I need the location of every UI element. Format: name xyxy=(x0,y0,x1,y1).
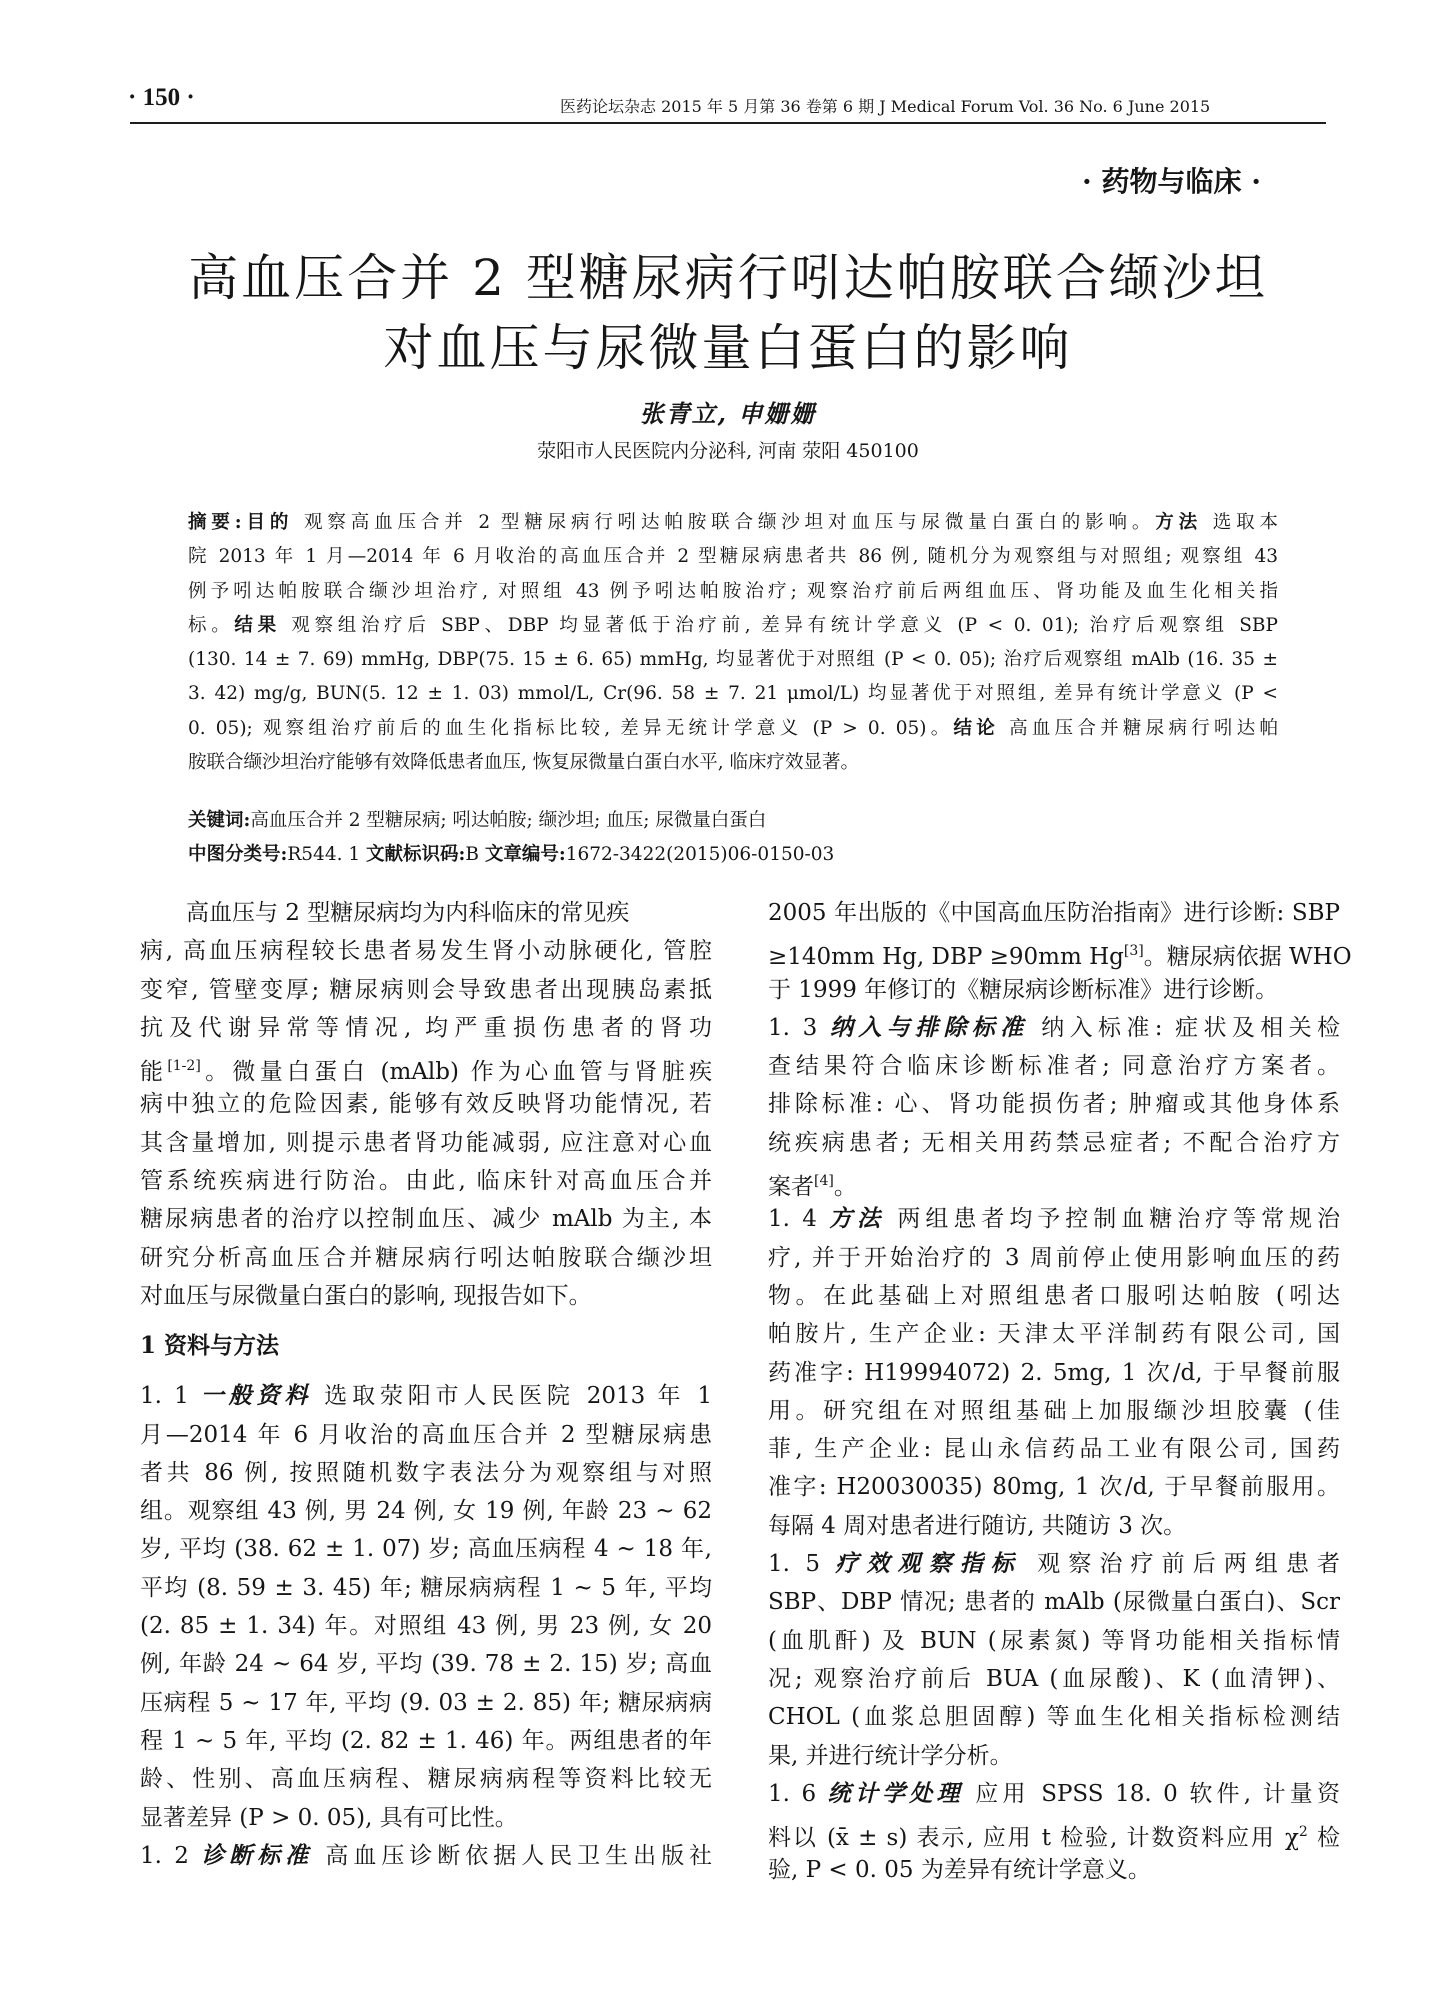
keywords-label: 关键词: xyxy=(188,810,251,831)
header-rule xyxy=(130,122,1326,124)
body-line: 用。研究组在对照组基础上加服缬沙坦胶囊 (佳 xyxy=(768,1397,1340,1424)
body-line: 平均 (8. 59 ± 3. 45) 年; 糖尿病病程 1 ~ 5 年, 平均 xyxy=(140,1574,712,1601)
body-line: 能[1-2]。微量白蛋白 (mAlb) 作为心血管与肾脏疾 xyxy=(140,1058,712,1086)
keywords xyxy=(188,806,766,832)
body-left-column xyxy=(140,894,712,1875)
body-line: 者共 86 例, 按照随机数字表法分为观察组与对照 xyxy=(140,1459,712,1486)
article-title-line-1: 高血压合并 2 型糖尿病行吲达帕胺联合缬沙坦 xyxy=(188,249,1268,307)
citation-ref: [3] xyxy=(1123,943,1144,960)
abstract-results-label: 结果 xyxy=(234,614,281,636)
abstract-conclusion-label: 结论 xyxy=(953,717,999,739)
abstract-line: 0. 05); 观察组治疗前后的血生化指标比较, 差异无统计学意义 (P > 0. 05)。结论 高血压合并糖尿病行吲达帕 xyxy=(188,717,1278,739)
body-line: 药准字: H19994072) 2. 5mg, 1 次/d, 于早餐前服 xyxy=(768,1359,1340,1386)
body-line: 帕胺片, 生产企业: 天津太平洋制药有限公司, 国 xyxy=(768,1321,1340,1348)
body-line: 对血压与尿微量白蛋白的影响, 现报告如下。 xyxy=(140,1282,592,1309)
abstract xyxy=(188,506,1278,780)
subsection-title: 统计学处理 xyxy=(827,1779,964,1807)
body-line: 物。在此基础上对照组患者口服吲达帕胺 (吲达 xyxy=(768,1282,1340,1309)
body-right-column xyxy=(768,894,1352,1890)
keywords-text: 高血压合并 2 型糖尿病; 吲达帕胺; 缬沙坦; 血压; 尿微量白蛋白 xyxy=(250,810,767,831)
section-heading: 1 资料与方法 xyxy=(140,1332,280,1360)
body-line: 料以 (x̄ ± s) 表示, 应用 t 检验, 计数资料应用 $\chi^2$ 检 xyxy=(768,1824,1341,1852)
abstract-line: 胺联合缬沙坦治疗能够有效降低患者血压, 恢复尿微量白蛋白水平, 临床疗效显著。 xyxy=(188,752,860,774)
body-line: 1. 1 一般资料 选取荥阳市人民医院 2013 年 1 xyxy=(140,1382,713,1410)
superscript: 2 xyxy=(1298,1824,1308,1841)
abstract-objective-label: 目的 xyxy=(241,512,294,533)
body-line: 于 1999 年修订的《糖尿病诊断标准》进行诊断。 xyxy=(768,976,1279,1003)
abstract-line: 例予吲达帕胺联合缬沙坦治疗, 对照组 43 例予吲达帕胺治疗; 观察治疗前后两组血压、肾功能及血生化相关指 xyxy=(188,580,1278,602)
affiliation: 荥阳市人民医院内分泌科, 河南 荥阳 450100 xyxy=(537,440,919,462)
body-line: SBP、DBP 情况; 患者的 mAlb (尿微量白蛋白)、Scr xyxy=(768,1589,1340,1616)
page-number: · 150 · xyxy=(128,84,195,111)
body-line: ≥140mm Hg, DBP ≥90mm Hg[3]。糖尿病依据 WHO xyxy=(768,943,1352,971)
body-line: (2. 85 ± 1. 34) 年。对照组 43 例, 男 23 例, 女 20 xyxy=(140,1613,712,1640)
body-line: 压病程 5 ~ 17 年, 平均 (9. 03 ± 2. 85) 年; 糖尿病病 xyxy=(140,1689,712,1716)
abstract-line: 标。结果 观察组治疗后 SBP、DBP 均显著低于治疗前, 差异有统计学意义 (P < 0. 01); 治疗后观察组 SBP xyxy=(188,614,1278,636)
body-line: 1. 3 纳入与排除标准 纳入标准: 症状及相关检 xyxy=(768,1013,1341,1041)
citation-ref: [1-2] xyxy=(167,1058,201,1075)
abstract-line: 摘要:目的 观察高血压合并 2 型糖尿病行吲达帕胺联合缬沙坦对血压与尿微量白蛋白的影响。方法 选取本 xyxy=(188,512,1278,533)
abstract-label: 摘要: xyxy=(188,512,242,533)
subsection-number: 1. 1 xyxy=(140,1383,189,1410)
body-line: 岁, 平均 (38. 62 ± 1. 07) 岁; 高血压病程 4 ~ 18 年, xyxy=(140,1536,712,1563)
authors: 张青立, 申姗姗 xyxy=(639,399,817,428)
body-line: 案者[4]。 xyxy=(768,1173,857,1201)
subsection-number: 1. 2 xyxy=(140,1842,189,1869)
body-line: 1. 5 疗效观察指标 观察治疗前后两组患者 xyxy=(768,1550,1341,1578)
body-line: 管系统疾病进行防治。由此, 临床针对高血压合并 xyxy=(140,1168,712,1195)
body-line: 龄、性别、高血压病程、糖尿病病程等资料比较无 xyxy=(140,1766,712,1793)
body-line: 疗, 并于开始治疗的 3 周前停止使用影响血压的药 xyxy=(768,1244,1340,1271)
subsection-number: 1. 4 xyxy=(768,1206,817,1233)
subsection-title: 纳入与排除标准 xyxy=(829,1013,1029,1041)
subsection-title: 疗效观察指标 xyxy=(835,1550,1022,1578)
body-line: 每隔 4 周对患者进行随访, 共随访 3 次。 xyxy=(768,1512,1187,1539)
body-line: 抗及代谢异常等情况, 均严重损伤患者的肾功 xyxy=(140,1014,712,1041)
body-line: 况; 观察治疗前后 BUA (血尿酸)、K (血清钾)、 xyxy=(768,1665,1340,1692)
abstract-line: (130. 14 ± 7. 69) mmHg, DBP(75. 15 ± 6. 65) mmHg, 均显著优于对照组 (P < 0. 05); 治疗后观察组 mAlb (16. 35 ± xyxy=(188,649,1278,671)
subsection-number: 1. 6 xyxy=(768,1780,817,1807)
body-line: 菲, 生产企业: 昆山永信药品工业有限公司, 国药 xyxy=(768,1436,1340,1463)
body-line: 其含量增加, 则提示患者肾功能减弱, 应注意对心血 xyxy=(140,1129,712,1156)
body-line: 变窄, 管壁变厚; 糖尿病则会导致患者出现胰岛素抵 xyxy=(140,976,712,1003)
body-line: 1. 2 诊断标准 高血压诊断依据人民卫生出版社 xyxy=(140,1841,713,1869)
body-line: 病, 高血压病程较长患者易发生肾小动脉硬化, 管腔 xyxy=(140,938,712,965)
body-line: 2005 年出版的《中国高血压防治指南》进行诊断: SBP xyxy=(768,900,1340,926)
abstract-line: 院 2013 年 1 月—2014 年 6 月收治的高血压合并 2 型糖尿病患者共 86 例, 随机分为观察组与对照组; 观察组 43 xyxy=(188,546,1278,568)
journal-citation: 医药论坛杂志 2015 年 5 月第 36 卷第 6 期 J Medical Forum Vol. 36 No. 6 June 2015 xyxy=(560,97,1211,116)
body-line: 程 1 ~ 5 年, 平均 (2. 82 ± 1. 46) 年。两组患者的年 xyxy=(140,1727,712,1754)
body-line: 1. 4 方法 两组患者均予控制血糖治疗等常规治 xyxy=(768,1205,1341,1233)
body-line: 研究分析高血压合并糖尿病行吲达帕胺联合缬沙坦 xyxy=(140,1244,712,1271)
body-line: (血肌酐) 及 BUN (尿素氮) 等肾功能相关指标情 xyxy=(768,1627,1340,1654)
subsection-title: 方法 xyxy=(829,1205,886,1233)
citation-ref: [4] xyxy=(814,1173,834,1190)
body-line: 例, 年龄 24 ~ 64 岁, 平均 (39. 78 ± 2. 15) 岁; 高血 xyxy=(140,1651,712,1678)
body-line: 高血压与 2 型糖尿病均为内科临床的常见疾 xyxy=(186,900,630,926)
body-line: 排除标准: 心、肾功能损伤者; 肿瘤或其他身体系 xyxy=(768,1091,1340,1118)
body-line: 糖尿病患者的治疗以控制血压、减少 mAlb 为主, 本 xyxy=(140,1206,712,1233)
section-label: · 药物与临床 · xyxy=(1082,165,1261,198)
subsection-number: 1. 3 xyxy=(768,1014,818,1041)
body-line: 准字: H20030035) 80mg, 1 次/d, 于早餐前服用。 xyxy=(768,1474,1340,1501)
body-line: CHOL (血浆总胆固醇) 等血生化相关指标检测结 xyxy=(768,1704,1340,1731)
body-line: 显著差异 (P > 0. 05), 具有可比性。 xyxy=(140,1804,518,1831)
classification-line: 中图分类号:R544. 1 文献标识码:B 文章编号:1672-3422(2015)06-0150-03 xyxy=(188,844,835,865)
abstract-methods-label: 方法 xyxy=(1155,512,1202,533)
body-line: 病中独立的危险因素, 能够有效反映肾功能情况, 若 xyxy=(140,1091,712,1118)
body-line: 查结果符合临床诊断标准者; 同意治疗方案者。 xyxy=(768,1053,1340,1080)
body-line: 统疾病患者; 无相关用药禁忌症者; 不配合治疗方 xyxy=(768,1129,1340,1156)
subsection-title: 诊断标准 xyxy=(201,1841,314,1869)
body-line: 果, 并进行统计学分析。 xyxy=(768,1742,1013,1769)
subsection-number: 1. 5 xyxy=(768,1551,820,1578)
body-line: 验, P < 0. 05 为差异有统计学意义。 xyxy=(768,1857,1151,1884)
abstract-line: 3. 42) mg/g, BUN(5. 12 ± 1. 03) mmol/L, Cr(96. 58 ± 7. 21 μmol/L) 均显著优于对照组, 差异有统计学意义 (P < xyxy=(188,683,1278,705)
body-line: 月—2014 年 6 月收治的高血压合并 2 型糖尿病患 xyxy=(140,1421,712,1448)
article-title-line-2: 对血压与尿微量白蛋白的影响 xyxy=(383,319,1073,377)
body-line: 组。观察组 43 例, 男 24 例, 女 19 例, 年龄 23 ~ 62 xyxy=(140,1498,712,1525)
body-line: 1. 6 统计学处理 应用 SPSS 18. 0 软件, 计量资 xyxy=(768,1779,1341,1807)
subsection-title: 一般资料 xyxy=(200,1382,313,1410)
